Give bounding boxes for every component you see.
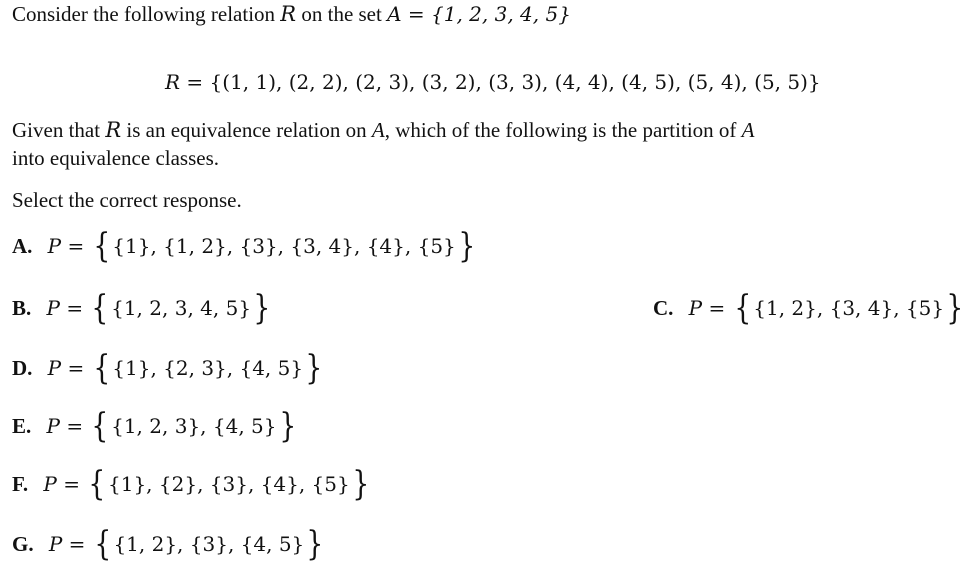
- given-relation-symbol: R: [105, 118, 122, 142]
- partition-symbol: P: [47, 234, 62, 258]
- equals-sign: =: [67, 234, 85, 258]
- equals-sign: =: [66, 414, 84, 438]
- equals-sign: =: [68, 532, 86, 556]
- partition-symbol: P: [46, 296, 60, 320]
- relation-symbol: R: [280, 2, 297, 26]
- option-e[interactable]: E. P = { {1, 2, 3}, {4, 5}}: [12, 406, 296, 446]
- set-definition: A = {1, 2, 3, 4, 5}: [387, 2, 571, 26]
- intro-on-text: on the set: [301, 2, 382, 26]
- partition-symbol: P: [47, 356, 62, 380]
- option-a[interactable]: A. P = { {1}, {1, 2}, {3}, {3, 4}, {4}, {5}}: [12, 226, 476, 266]
- option-body: {1, 2}, {3, 4}, {5}: [753, 296, 945, 320]
- option-label: G.: [12, 532, 34, 556]
- given-post: , which of the following is the partition of: [384, 118, 737, 142]
- instruction: Select the correct response.: [12, 188, 242, 212]
- option-body: {1}, {1, 2}, {3}, {3, 4}, {4}, {5}: [112, 234, 456, 258]
- option-c[interactable]: C. P = { {1, 2}, {3, 4}, {5}}: [653, 288, 964, 328]
- option-label: E.: [12, 414, 32, 438]
- relation-rhs: = {(1, 1), (2, 2), (2, 3), (3, 2), (3, 3), (4, 4), (4, 5), (5, 4), (5, 5)}: [186, 70, 821, 94]
- option-body: {1}, {2}, {3}, {4}, {5}: [108, 472, 350, 496]
- intro-text: Consider the following relation: [12, 2, 276, 26]
- equals-sign: =: [67, 356, 85, 380]
- given-mid: is an equivalence relation on: [126, 118, 367, 142]
- option-f[interactable]: F. P = { {1}, {2}, {3}, {4}, {5}}: [12, 464, 369, 504]
- option-label: C.: [653, 296, 674, 320]
- partition-symbol: P: [46, 414, 60, 438]
- partition-symbol: P: [48, 532, 63, 556]
- given-set-symbol-2: A: [741, 118, 755, 142]
- relation-definition: [165, 70, 821, 94]
- option-b[interactable]: B. P = { {1, 2, 3, 4, 5}}: [12, 288, 271, 328]
- option-body: {1, 2, 3, 4, 5}: [111, 296, 252, 320]
- equals-sign: =: [66, 296, 84, 320]
- equals-sign: =: [63, 472, 80, 496]
- option-g[interactable]: G. P = { {1, 2}, {3}, {4, 5}}: [12, 524, 324, 564]
- equals-sign: =: [708, 296, 726, 320]
- question-intro: [12, 2, 571, 27]
- option-body: {1, 2}, {3}, {4, 5}: [113, 532, 305, 556]
- option-label: A.: [12, 234, 33, 258]
- option-label: D.: [12, 356, 33, 380]
- relation-lhs: R: [165, 70, 181, 94]
- given-line-2: into equivalence classes.: [12, 146, 220, 170]
- given-pre: Given that: [12, 118, 101, 142]
- given-set-symbol: A: [371, 118, 385, 142]
- option-d[interactable]: D. P = { {1}, {2, 3}, {4, 5}}: [12, 348, 323, 388]
- option-body: {1, 2, 3}, {4, 5}: [111, 414, 277, 438]
- option-body: {1}, {2, 3}, {4, 5}: [112, 356, 304, 380]
- partition-symbol: P: [688, 296, 703, 320]
- given-line-1: [12, 118, 754, 143]
- option-label: B.: [12, 296, 32, 320]
- option-label: F.: [12, 472, 29, 496]
- partition-symbol: P: [43, 472, 57, 496]
